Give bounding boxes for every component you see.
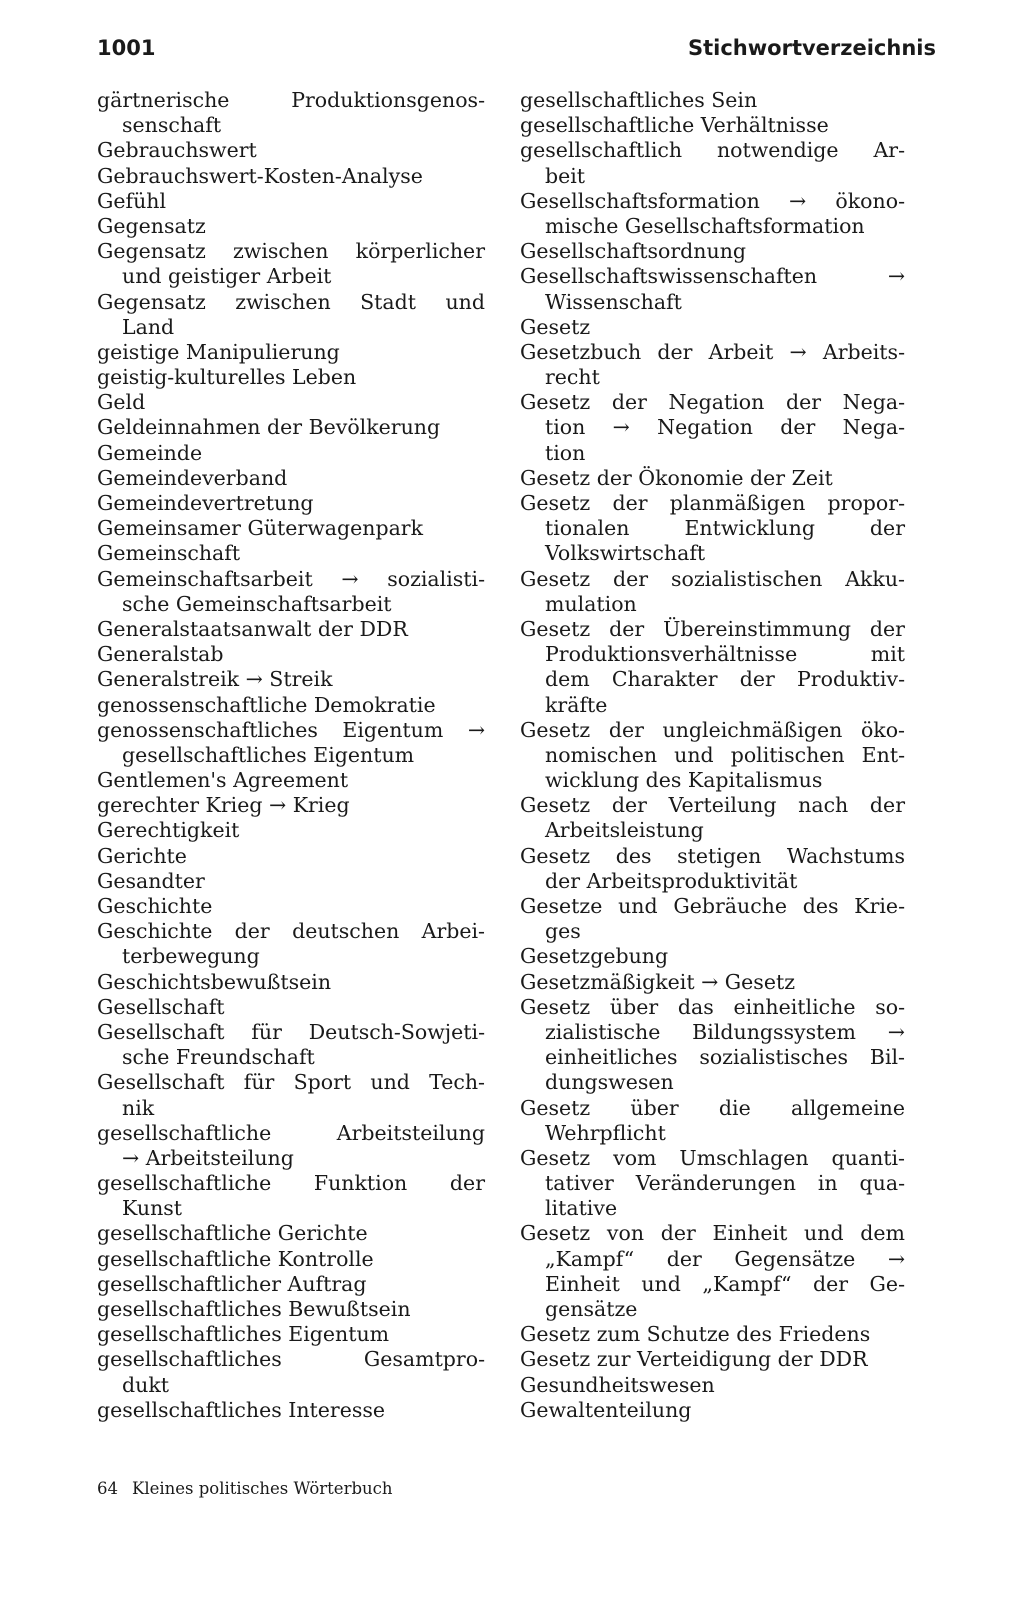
index-entry xyxy=(520,718,905,794)
index-entry-continuation: dem Charakter der Produktiv- xyxy=(545,667,905,692)
index-entry xyxy=(97,466,485,491)
index-entry-continuation: Produktionsverhältnisse mit xyxy=(545,642,905,667)
index-entry-continuation: nomischen und politischen Ent- xyxy=(545,742,905,767)
index-entry-term: Gebrauchswert xyxy=(97,138,257,163)
index-entry-term: gesellschaftliche Funktion der xyxy=(97,1171,485,1196)
index-entry-term: Gebrauchswert-Kosten-Analyse xyxy=(97,163,423,188)
index-entry-term: Gesellschaft für Sport und Tech- xyxy=(97,1070,485,1095)
index-entry xyxy=(97,1398,485,1423)
index-entry xyxy=(97,667,485,692)
index-entry xyxy=(520,239,905,264)
index-entry-term: gerechter Krieg → Krieg xyxy=(97,793,350,818)
index-entry xyxy=(520,189,905,239)
index-entry xyxy=(97,516,485,541)
index-entry xyxy=(520,340,905,390)
index-entry xyxy=(97,1297,485,1322)
index-entry xyxy=(97,894,485,919)
index-entry-term: gesellschaftliche Kontrolle xyxy=(97,1246,374,1271)
index-entry-term: Gesetz der ungleichmäßigen öko- xyxy=(520,717,905,742)
index-entry-term: Geld xyxy=(97,390,146,415)
index-entry-continuation: gensätze xyxy=(545,1297,638,1321)
index-entry xyxy=(97,995,485,1020)
index-entry-term: Gesellschaftsordnung xyxy=(520,239,747,264)
index-entry xyxy=(520,1373,905,1398)
index-entry-continuation: sche Freundschaft xyxy=(122,1045,315,1070)
index-entry-term: Gesellschaft für Deutsch-Sowjeti- xyxy=(97,1019,485,1044)
index-entry xyxy=(97,541,485,566)
index-entry-term: Gesetzmäßigkeit → Gesetz xyxy=(520,969,795,994)
index-entry xyxy=(520,466,905,491)
index-entry xyxy=(520,138,905,188)
section-title: Stichwortverzeichnis xyxy=(688,36,936,60)
index-entry-term: Gesetz über die allgemeine xyxy=(520,1095,905,1120)
index-entry-continuation: ges xyxy=(545,919,581,944)
index-entry xyxy=(97,1171,485,1221)
index-entry-term: Gesellschaft xyxy=(97,994,225,1019)
index-entry xyxy=(97,1020,485,1070)
index-entry-term: genossenschaftliches Eigentum → xyxy=(97,717,485,742)
index-entry-term: Gegensatz zwischen körperlicher xyxy=(97,239,485,264)
index-entry-term: Generalstab xyxy=(97,642,224,667)
index-entry-term: gärtnerische Produktionsgenos- xyxy=(97,88,485,112)
index-entry xyxy=(97,970,485,995)
index-entry-term: Gesetzbuch der Arbeit → Arbeits- xyxy=(520,339,905,364)
index-entry-term: gesellschaftliches Bewußtsein xyxy=(97,1297,411,1321)
index-entry-term: Gesetz von der Einheit und dem xyxy=(520,1221,905,1246)
index-entry xyxy=(97,793,485,818)
index-entry xyxy=(97,642,485,667)
index-entry-continuation: Volkswirtschaft xyxy=(545,541,706,566)
index-entry-continuation: dukt xyxy=(122,1372,169,1397)
index-entry-continuation: → Arbeitsteilung xyxy=(122,1145,294,1170)
index-entry-term: gesellschaftliches Sein xyxy=(520,88,758,112)
index-entry xyxy=(97,1121,485,1171)
index-entry-continuation: senschaft xyxy=(122,113,222,138)
index-entry-term: Gemeindevertretung xyxy=(97,491,314,515)
index-entry xyxy=(97,491,485,516)
footer-page-number: 64 xyxy=(97,1479,118,1498)
index-entry-term: Gesetz der sozialistischen Akku- xyxy=(520,566,905,591)
index-entry-term: Gegensatz zwischen Stadt und xyxy=(97,289,485,314)
index-entry-term: Gesetzgebung xyxy=(520,944,669,969)
page-number: 1001 xyxy=(97,36,156,60)
index-entry-continuation: mische Gesellschaftsformation xyxy=(545,213,865,238)
index-entry-term: gesellschaftliches Interesse xyxy=(97,1397,386,1422)
index-entry-continuation: Land xyxy=(122,314,175,339)
index-entry xyxy=(97,1272,485,1297)
index-entry xyxy=(97,340,485,365)
index-entry xyxy=(97,441,485,466)
index-entry-term: Gesetz der Übereinstimmung der xyxy=(520,616,905,641)
index-entry xyxy=(97,1221,485,1246)
index-entry-term: Gefühl xyxy=(97,188,167,213)
index-entry-continuation: Wehrpflicht xyxy=(545,1120,666,1145)
index-entry xyxy=(97,365,485,390)
index-entry xyxy=(520,970,905,995)
index-entry-term: Gewaltenteilung xyxy=(520,1397,692,1422)
index-entry-term: gesellschaftliche Gerichte xyxy=(97,1221,368,1246)
index-entry-term: Gesetz der planmäßigen propor- xyxy=(520,491,905,515)
index-entry-continuation: sche Gemeinschaftsarbeit xyxy=(122,591,392,616)
index-entry-term: gesellschaftliche Verhältnisse xyxy=(520,113,829,138)
index-entry-continuation: tativer Veränderungen in qua- xyxy=(545,1171,905,1196)
index-entry xyxy=(97,617,485,642)
index-entry-continuation: tionalen Entwicklung der xyxy=(545,516,905,541)
index-entry-term: Gesetz der Ökonomie der Zeit xyxy=(520,465,833,490)
index-entry-term: Gegensatz xyxy=(97,213,206,238)
index-entry-term: Geldeinnahmen der Bevölkerung xyxy=(97,415,441,440)
index-entry-continuation: dungswesen xyxy=(545,1070,674,1095)
index-entry xyxy=(520,617,905,718)
index-entry-continuation: tion xyxy=(545,440,586,465)
index-entry xyxy=(97,818,485,843)
index-entry-continuation: zialistische Bildungssystem → xyxy=(545,1019,905,1044)
index-entry-term: Gesetz zum Schutze des Friedens xyxy=(520,1322,871,1347)
index-entry-continuation: und geistiger Arbeit xyxy=(122,264,332,289)
index-entry-term: Gerechtigkeit xyxy=(97,818,240,843)
index-entry xyxy=(97,239,485,289)
index-entry-term: gesellschaftliches Eigentum xyxy=(97,1322,390,1347)
index-entry-term: Gesetz der Verteilung nach der xyxy=(520,793,905,818)
index-entry-continuation: beit xyxy=(545,163,586,188)
index-entry-term: gesellschaftlicher Auftrag xyxy=(97,1271,367,1296)
index-entry xyxy=(520,1096,905,1146)
index-entry-continuation: einheitliches sozialistisches Bil- xyxy=(545,1045,905,1070)
index-entry-term: Gesellschaftswissenschaften → xyxy=(520,264,905,289)
index-entry-continuation: Kunst xyxy=(122,1196,183,1221)
index-entry-continuation: gesellschaftliches Eigentum xyxy=(122,742,415,767)
index-entry-continuation: wicklung des Kapitalismus xyxy=(545,768,823,793)
index-entry-continuation: kräfte xyxy=(545,692,608,717)
index-entry xyxy=(97,138,485,163)
index-entry xyxy=(520,113,905,138)
page-footer xyxy=(97,1474,393,1504)
index-entry xyxy=(520,567,905,617)
index-entry-continuation: litative xyxy=(545,1196,618,1221)
index-entry xyxy=(520,793,905,843)
index-entry xyxy=(520,1221,905,1322)
index-entry xyxy=(97,88,485,138)
index-entry xyxy=(97,844,485,869)
index-entry xyxy=(97,1347,485,1397)
index-entry-term: geistig-kulturelles Leben xyxy=(97,365,357,390)
index-entry xyxy=(520,944,905,969)
footer-book-title: Kleines politisches Wörterbuch xyxy=(132,1479,393,1498)
index-entry xyxy=(97,1247,485,1272)
index-entry-term: Generalstaatsanwalt der DDR xyxy=(97,616,408,641)
index-entry-term: Gesetz der Negation der Nega- xyxy=(520,390,905,415)
index-entry xyxy=(520,1146,905,1222)
index-entry-term: Gentlemen's Agreement xyxy=(97,768,349,793)
index-entry xyxy=(520,390,905,466)
index-entry-term: Gesetz xyxy=(520,314,591,339)
index-entry-term: Gesetz vom Umschlagen quanti- xyxy=(520,1145,905,1170)
index-entry-term: genossenschaftliche Demokratie xyxy=(97,692,436,717)
index-entry-continuation: Wissenschaft xyxy=(545,289,682,314)
index-entry-continuation: terbewegung xyxy=(122,944,260,969)
index-entry-term: Gesetz zur Verteidigung der DDR xyxy=(520,1347,868,1372)
index-entry-continuation: „Kampf“ der Gegensätze → xyxy=(545,1246,905,1271)
index-entry-term: Gesetz über das einheitliche so- xyxy=(520,994,905,1019)
index-entry-term: Gesandter xyxy=(97,868,205,893)
index-entry xyxy=(97,415,485,440)
index-entry xyxy=(520,1398,905,1423)
index-entry xyxy=(97,164,485,189)
index-entry-term: Geschichte xyxy=(97,894,213,918)
index-entry-term: Generalstreik → Streik xyxy=(97,667,333,692)
index-entry-continuation: Einheit und „Kampf“ der Ge- xyxy=(545,1271,905,1296)
index-entry xyxy=(97,869,485,894)
index-entry xyxy=(97,390,485,415)
index-entry xyxy=(97,1322,485,1347)
index-entry-continuation: recht xyxy=(545,365,600,390)
index-entry xyxy=(97,1070,485,1120)
index-entry xyxy=(520,1322,905,1347)
index-entry-term: Gemeindeverband xyxy=(97,465,288,490)
index-entry xyxy=(520,844,905,894)
index-entry xyxy=(520,491,905,567)
index-entry-continuation: tion → Negation der Nega- xyxy=(545,415,905,440)
index-entry xyxy=(520,315,905,340)
index-entry xyxy=(97,290,485,340)
index-entry xyxy=(97,693,485,718)
index-column-right xyxy=(520,88,905,1423)
index-entry xyxy=(97,567,485,617)
index-entry-term: gesellschaftlich notwendige Ar- xyxy=(520,138,905,163)
index-entry-continuation: Arbeitsleistung xyxy=(545,818,704,843)
index-entry xyxy=(97,768,485,793)
index-entry-term: gesellschaftliche Arbeitsteilung xyxy=(97,1120,485,1145)
index-entry xyxy=(97,189,485,214)
index-entry-term: Geschichte der deutschen Arbei- xyxy=(97,919,485,944)
index-entry-term: gesellschaftliches Gesamtpro- xyxy=(97,1347,485,1372)
index-entry-continuation: nik xyxy=(122,1095,155,1120)
index-entry-term: Gemeinschaftsarbeit → sozialisti- xyxy=(97,566,485,591)
index-entry xyxy=(97,214,485,239)
index-entry-term: Geschichtsbewußtsein xyxy=(97,969,332,994)
index-entry xyxy=(520,995,905,1096)
index-entry-term: Gemeinsamer Güterwagenpark xyxy=(97,516,424,541)
index-entry xyxy=(520,894,905,944)
index-entry-term: Gesetze und Gebräuche des Krie- xyxy=(520,894,905,918)
index-column-left xyxy=(97,88,485,1423)
index-entry xyxy=(97,718,485,768)
index-entry xyxy=(97,919,485,969)
index-entry-term: Gemeinde xyxy=(97,440,203,465)
index-entry-term: Gesellschaftsformation → ökono- xyxy=(520,188,905,213)
index-entry-term: Gesetz des stetigen Wachstums xyxy=(520,843,905,868)
index-entry-term: Gemeinschaft xyxy=(97,541,241,566)
index-entry-term: Gerichte xyxy=(97,843,187,868)
index-entry-continuation: mulation xyxy=(545,591,637,616)
index-entry-continuation: der Arbeitsproduktivität xyxy=(545,868,798,893)
index-entry-term: Gesundheitswesen xyxy=(520,1372,715,1397)
index-entry xyxy=(520,264,905,314)
index-entry xyxy=(520,1347,905,1372)
index-entry-term: geistige Manipulierung xyxy=(97,339,340,364)
index-entry xyxy=(520,88,905,113)
